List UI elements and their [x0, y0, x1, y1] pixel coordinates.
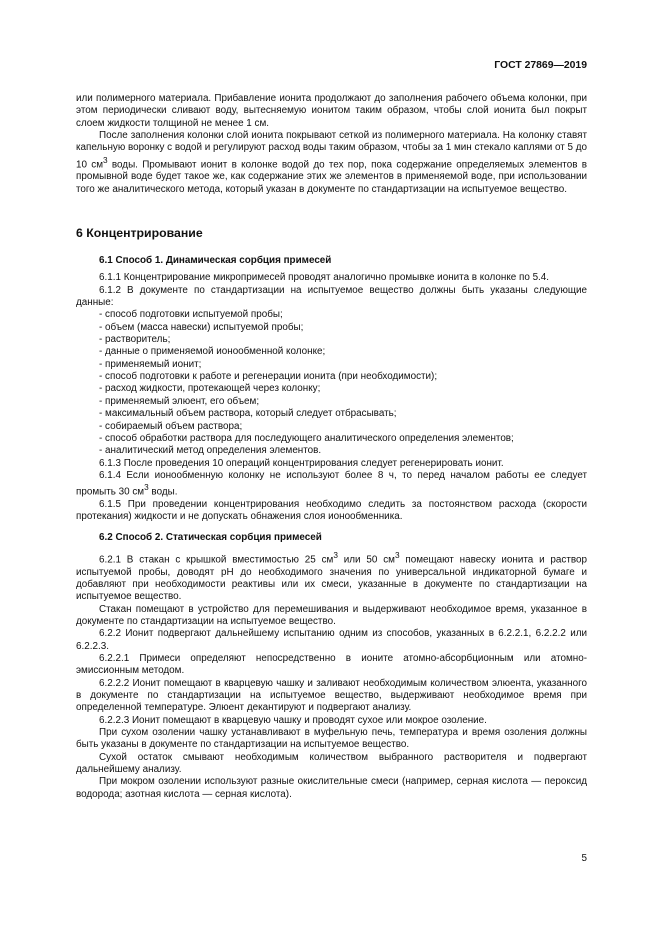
- list-item: - собираемый объем раствора;: [99, 420, 243, 432]
- paragraph-text: 6.2.1 В стакан с крышкой вместимостью 25 см: [99, 554, 334, 566]
- section-6-heading: 6 Концентрирование: [76, 226, 203, 241]
- list-item: - способ обработки раствора для последующего аналитического определения элементов;: [99, 432, 514, 444]
- superscript: 3: [333, 550, 338, 560]
- paragraph-text: 6.1.4 Если ионообменную колонку не используют более 8 ч, то перед началом работы ее следует промыть 30 см: [76, 469, 587, 498]
- paragraph-column-washing: [76, 130, 587, 196]
- paragraph-text: помещают навеску ионита и раствор испытуемой пробы, доводят pH до необходимого значения по универсальной индикаторной бумаге и добавляют при необходимости реактивы или их смеси, указанные в документе по стандартизации на испытуемое вещество.: [76, 554, 587, 603]
- list-item: - растворитель;: [99, 334, 171, 346]
- paragraph-continuation: или полимерного материала. Прибавление ионита продолжают до заполнения рабочего объема колонки, при этом периодически сливают воду, вытесняемую ионитом таким образом, чтобы слой ионита был покрыт слоем жидкости толщиной не менее 1 см.: [76, 93, 587, 129]
- list-item: - объем (масса навески) испытуемой пробы;: [99, 321, 304, 333]
- list-item: - применяемый ионит;: [99, 358, 202, 370]
- paragraph-text: или 50 см: [337, 554, 395, 566]
- paragraph-text: воды. Промывают ионит в колонке водой до тех пор, пока содержание определяемых элементов в промывной воде будет такое же, как содержание этих же элементов в применяемой воде, при использовании того же аналитического метода, который указан в документе по стандартизации на испытуемое вещество.: [76, 159, 587, 195]
- list-item: - данные о применяемой ионообменной колонке;: [99, 346, 326, 358]
- clause-6-2-2: 6.2.2 Ионит подвергают дальнейшему испытанию одним из способов, указанных в 6.2.2.1, 6.2.2.2 или 6.2.2.3.: [76, 628, 587, 652]
- paragraph-dry-ashing: При сухом озолении чашку устанавливают в муфельную печь, температура и время озоления должны быть указаны в документе по стандартизации на испытуемое вещество.: [76, 727, 587, 751]
- clause-6-1-5: 6.1.5 При проведении концентрирования необходимо следить за постоянством расхода (скорости протекания) жидкости и не допускать обнажения слоя ионообменника.: [76, 498, 587, 523]
- superscript: 3: [394, 550, 400, 560]
- list-item: - аналитический метод определения элементов.: [99, 445, 322, 457]
- list-item: - максимальный объем раствора, который следует отбрасывать;: [99, 408, 397, 420]
- superscript: 3: [144, 483, 149, 493]
- page-number: 5: [581, 853, 587, 864]
- clause-6-1-4: [76, 470, 587, 499]
- document-body: [76, 93, 587, 801]
- list-item: - расход жидкости, протекающей через колонку;: [99, 383, 321, 395]
- clause-6-2-2-2: 6.2.2.2 Ионит помещают в кварцевую чашку и заливают необходимым количеством элюента, указанного в документе по стандартизации на испытуемое вещество, выдерживают необходимое время при определенной температуре. Элюент декантируют и подвергают анализу.: [76, 677, 587, 714]
- clause-6-2-1: [76, 550, 587, 604]
- paragraph-residue: Сухой остаток смывают необходимым количеством выбранного растворителя и подвергают дальнейшему анализу.: [76, 751, 587, 776]
- subsection-6-1-heading: 6.1 Способ 1. Динамическая сорбция примесей: [99, 255, 332, 267]
- document-code-header: ГОСТ 27869—2019: [494, 60, 587, 71]
- clause-6-1-3: 6.1.3 После проведения 10 операций концентрирования следует регенерировать ионит.: [99, 457, 504, 469]
- superscript: 3: [103, 155, 108, 165]
- clause-6-1-1: 6.1.1 Концентрирование микропримесей проводят аналогично промывке ионита в колонке по 5.4.: [99, 272, 550, 284]
- list-item: - способ подготовки испытуемой пробы;: [99, 309, 283, 321]
- list-item: - применяемый элюент, его объем;: [99, 395, 260, 407]
- clause-6-2-2-1: 6.2.2.1 Примеси определяют непосредственно в ионите атомно-абсорбционным или атомно-эмиссионным методом.: [76, 652, 587, 677]
- paragraph-wet-ashing: При мокром озолении используют разные окислительные смеси (например, серная кислота — пероксид водорода; азотная кислота — серная кислота).: [76, 776, 587, 800]
- paragraph-text: После заполнения колонки слой ионита покрывают сеткой из полимерного материала. На колонку ставят капельную воронку с водой и регулируют расход воды таким образом, чтобы за 1 мин стекало каплями от 5 до 10 см: [76, 130, 587, 171]
- clause-6-2-1-mixing: Стакан помещают в устройство для перемешивания и выдерживают необходимое время, указанное в документе по стандартизации на испытуемое вещество.: [76, 603, 587, 627]
- document-page: [76, 0, 587, 935]
- clause-6-2-2-3: 6.2.2.3 Ионит помещают в кварцевую чашку и проводят сухое или мокрое озоление.: [99, 714, 487, 726]
- subsection-6-2-heading: 6.2 Способ 2. Статическая сорбция примесей: [99, 531, 322, 543]
- list-item: - способ подготовки к работе и регенерации ионита (при необходимости);: [99, 371, 438, 383]
- required-data-list: [76, 309, 587, 457]
- paragraph-text: воды.: [148, 486, 178, 498]
- clause-6-1-2: 6.1.2 В документе по стандартизации на испытуемое вещество должны быть указаны следующие данные:: [76, 284, 587, 309]
